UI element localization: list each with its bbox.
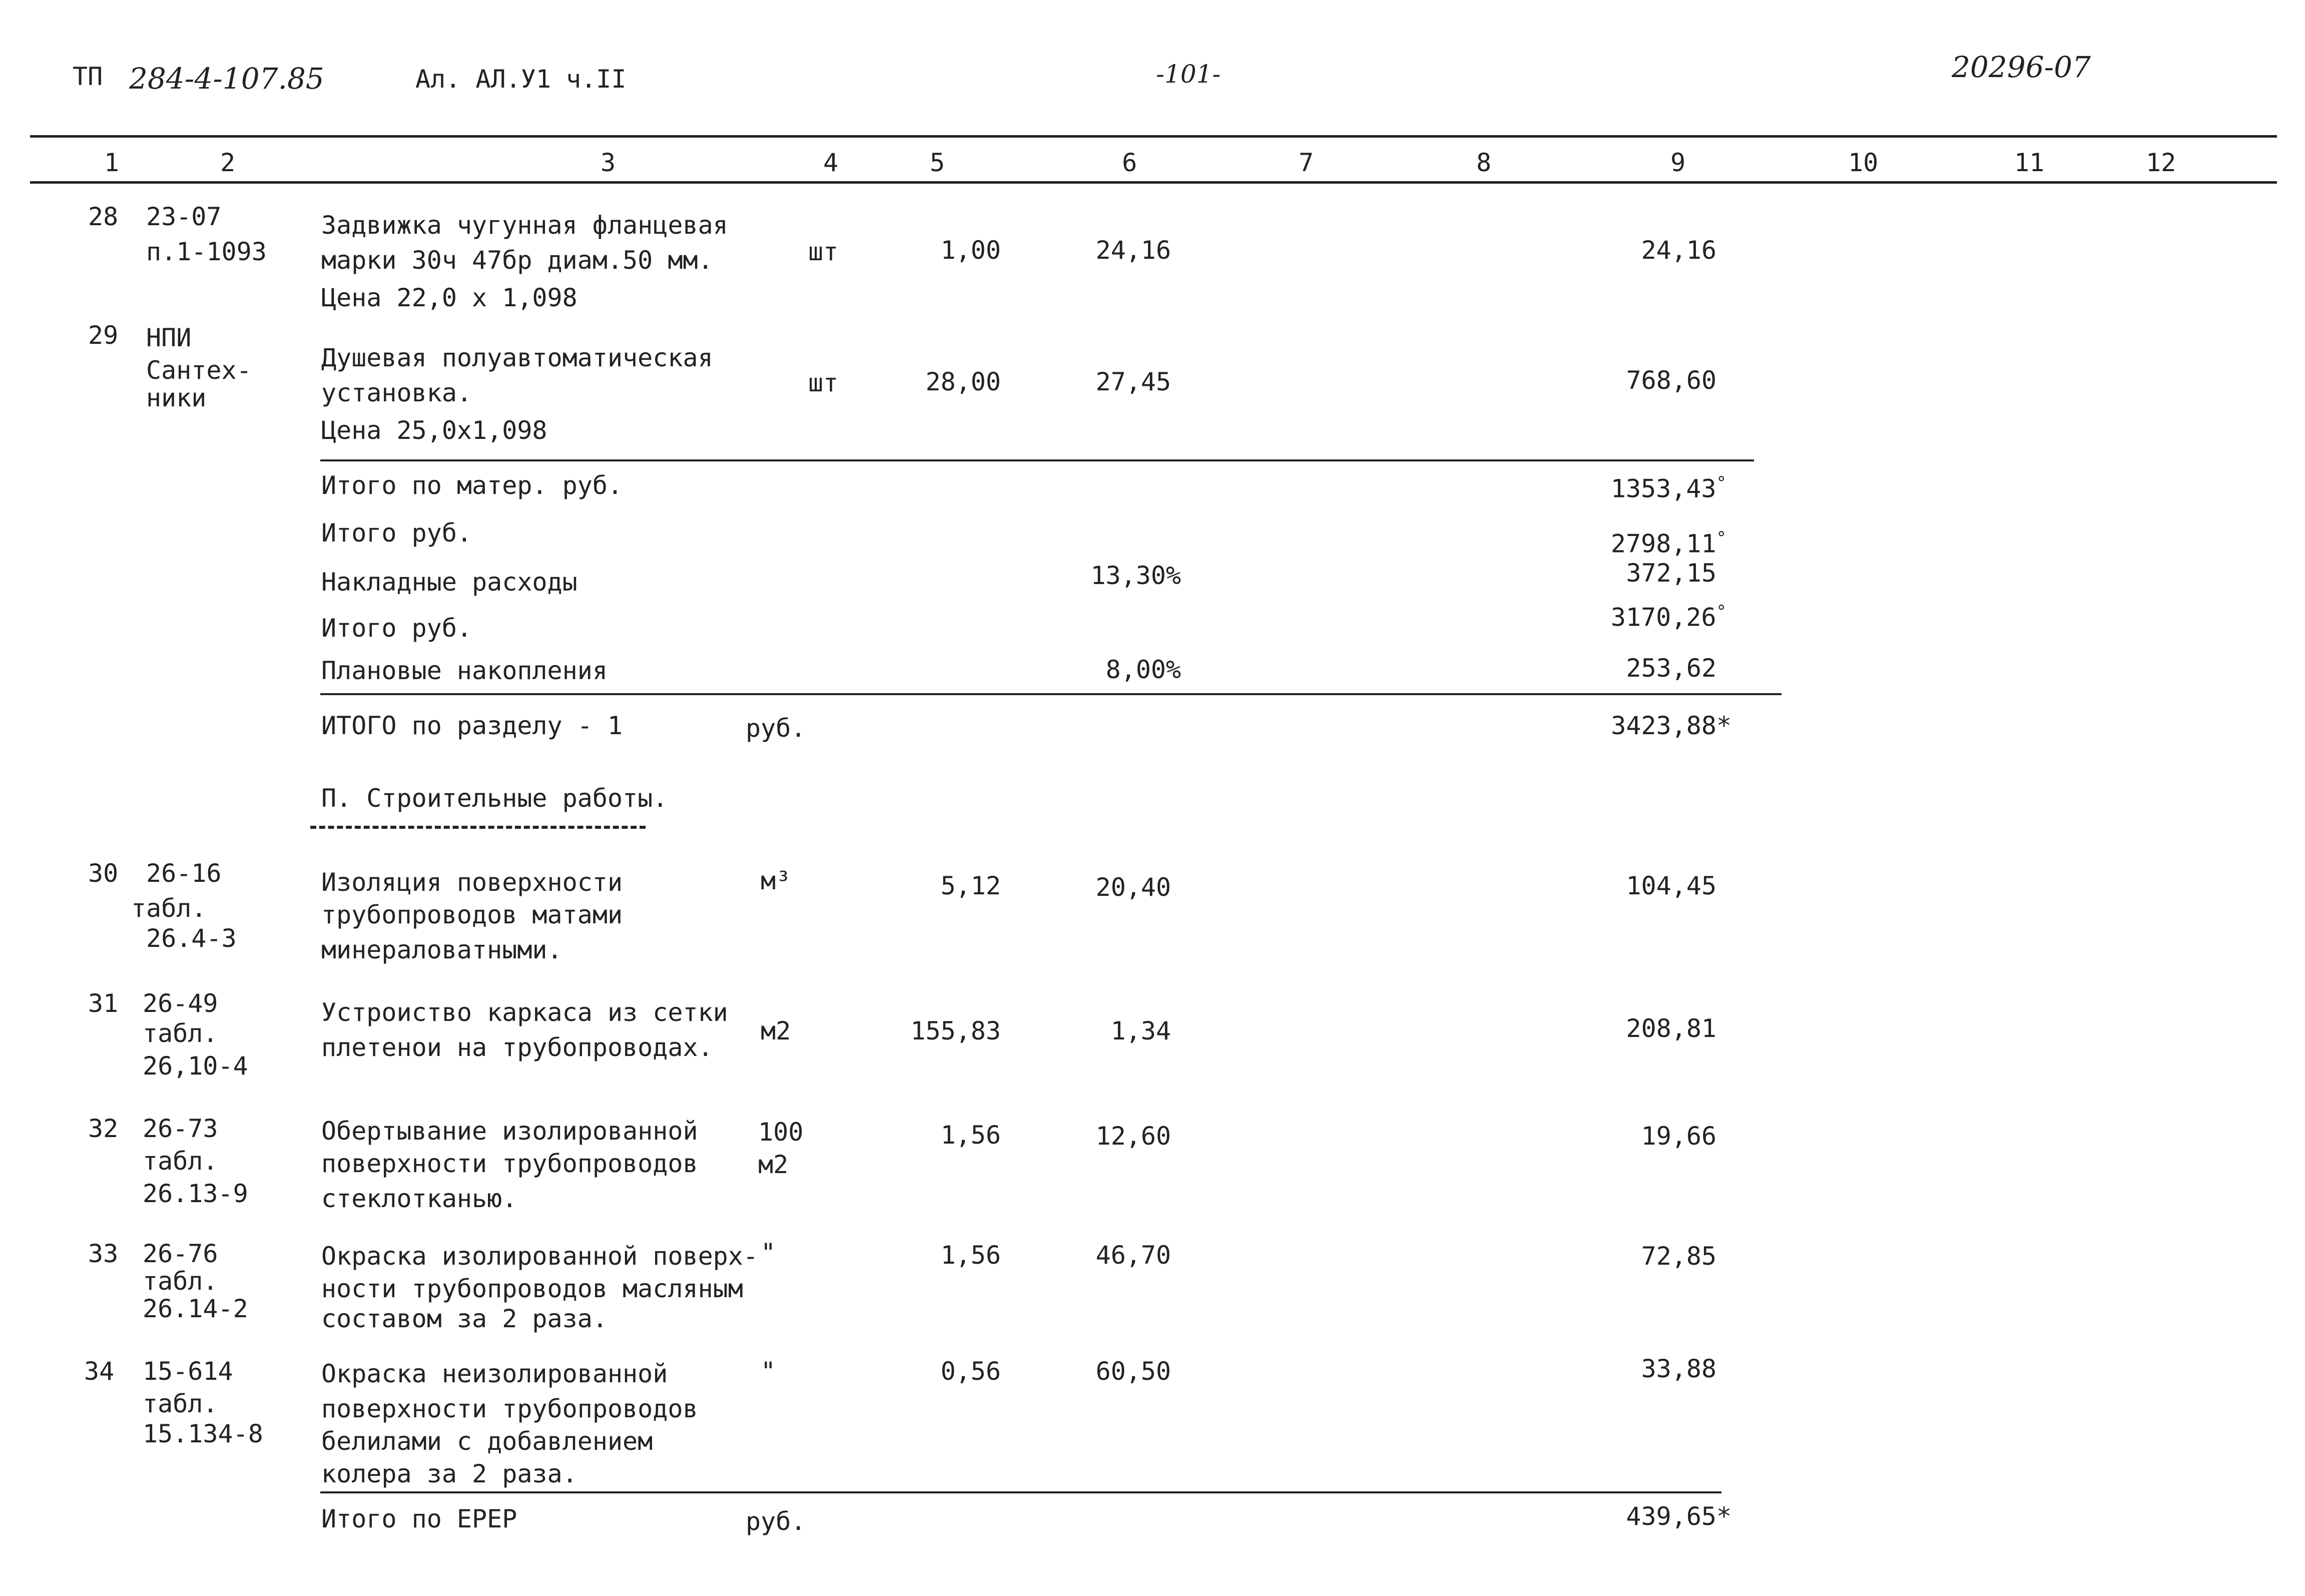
column-header: 9 [1670, 148, 1686, 177]
work-description: Цена 25,0х1,098 [321, 416, 547, 445]
norm-code: 26-73 [143, 1114, 218, 1143]
column-header: 7 [1299, 148, 1314, 177]
summary-label: Итого руб. [321, 518, 472, 548]
norm-code: 26,10-4 [143, 1051, 248, 1081]
row-number: 31 [88, 989, 119, 1018]
summary-value: 253,62 [1626, 654, 1716, 683]
unit: 100 м2 [758, 1118, 804, 1179]
work-description: Изоляция поверхности [321, 868, 623, 897]
row-number: 29 [88, 321, 119, 350]
row-total: 208,81 [1626, 1014, 1716, 1043]
tp-prefix: ТП [73, 62, 103, 91]
quantity: 1,56 [940, 1241, 1001, 1270]
norm-code: 15-614 [143, 1357, 233, 1386]
header-bottom-rule [30, 181, 2277, 184]
work-description: установка. [321, 378, 472, 407]
summary-amount: 3170,26 [1610, 603, 1716, 632]
work-description: составом за 2 раза. [321, 1304, 608, 1333]
circle-mark: ° [1716, 602, 1726, 622]
work-description: минераловатными. [321, 935, 562, 964]
quantity: 1,00 [940, 236, 1001, 265]
unit: м³ [761, 866, 791, 895]
norm-code: табл. [143, 1147, 218, 1176]
work-description: плетенои на трубопроводах. [321, 1033, 713, 1062]
eper-total-unit: руб. [746, 1507, 806, 1536]
norm-code: табл. [143, 1389, 218, 1418]
unit: м2 [761, 1016, 791, 1045]
planned-percent: 8,00% [1105, 655, 1181, 684]
quantity: 5,12 [940, 871, 1001, 900]
work-description: Устроиство каркаса из сетки [321, 998, 728, 1027]
summary-label: Накладные расходы [321, 568, 578, 597]
divider-rule [320, 1491, 1721, 1493]
summary-value [1591, 474, 1726, 501]
row-total: 104,45 [1626, 871, 1716, 900]
section-total-label: ИТОГО по разделу - 1 [321, 711, 623, 740]
summary-amount: 1353,43 [1610, 474, 1716, 503]
overhead-percent: 13,30% [1090, 561, 1181, 590]
unit-price: 1,34 [1110, 1016, 1171, 1045]
row-number: 32 [88, 1114, 119, 1143]
work-description: поверхности трубопроводов [321, 1394, 698, 1423]
quantity: 155,83 [910, 1016, 1001, 1045]
work-description: Обертывание изолированной [321, 1117, 698, 1146]
unit: " [761, 1238, 776, 1267]
norm-code: табл. [131, 894, 207, 923]
norm-code: табл. [143, 1267, 218, 1296]
unit: " [761, 1357, 776, 1386]
work-description: Окраска изолированной поверх- [321, 1242, 758, 1271]
unit-price: 46,70 [1095, 1241, 1171, 1270]
unit-price: 60,50 [1095, 1357, 1171, 1386]
unit-price: 24,16 [1095, 236, 1171, 265]
norm-code: НПИ [146, 323, 192, 352]
summary-amount: 2798,11 [1610, 529, 1716, 559]
work-description: стеклотканью. [321, 1184, 517, 1213]
column-header: 11 [2014, 148, 2045, 177]
norm-code: 15.134-8 [143, 1419, 263, 1448]
page-number: -101- [1156, 60, 1221, 89]
work-description: белилами с добавлением [321, 1427, 653, 1456]
summary-label: Итого руб. [321, 614, 472, 643]
norm-code: табл. [143, 1019, 218, 1048]
work-description: Задвижка чугунная фланцевая [321, 211, 728, 240]
summary-label: Плановые накопления [321, 656, 608, 685]
row-number: 33 [88, 1239, 119, 1268]
column-header: 4 [823, 148, 839, 177]
row-number: 30 [88, 859, 119, 888]
unit-price: 27,45 [1095, 367, 1171, 396]
eper-total-label: Итого по ЕРЕР [321, 1504, 517, 1533]
document-code: 284-4-107.85 [129, 62, 324, 96]
unit-price: 12,60 [1095, 1122, 1171, 1151]
norm-code: 26.13-9 [143, 1179, 248, 1208]
quantity: 0,56 [940, 1357, 1001, 1386]
row-number: 34 [84, 1357, 115, 1386]
quantity: 28,00 [925, 367, 1001, 396]
row-total: 33,88 [1641, 1354, 1716, 1383]
section-total-unit: руб. [746, 714, 806, 743]
row-total: 72,85 [1641, 1242, 1716, 1271]
work-description: Цена 22,0 х 1,098 [321, 283, 578, 312]
row-total: 768,60 [1626, 366, 1716, 395]
section-title: П. Строительные работы. [321, 784, 668, 813]
section-title-underline [310, 826, 646, 829]
header-top-rule [30, 135, 2277, 138]
work-description: марки 30ч 47бр диам.50 мм. [321, 246, 713, 275]
column-header: 1 [104, 148, 120, 177]
norm-code: 26-49 [143, 989, 218, 1018]
unit-price: 20,40 [1095, 873, 1171, 902]
column-header: 8 [1476, 148, 1492, 177]
circle-mark: ° [1716, 528, 1726, 548]
norm-code: 26.4-3 [146, 924, 237, 953]
summary-value: 372,15 [1626, 559, 1716, 588]
column-header: 5 [930, 148, 945, 177]
unit: шт [808, 368, 839, 397]
work-description: Душевая полуавтоматическая [321, 343, 713, 372]
circle-mark: ° [1716, 473, 1726, 493]
column-header: 2 [220, 148, 236, 177]
column-header: 6 [1122, 148, 1137, 177]
unit: шт [808, 237, 839, 266]
norm-code: п.1-1093 [146, 237, 267, 266]
row-total: 19,66 [1641, 1122, 1716, 1151]
row-total: 24,16 [1641, 236, 1716, 265]
summary-value [1591, 603, 1726, 630]
eper-total-value: 439,65* [1626, 1502, 1732, 1531]
divider-rule [320, 459, 1754, 461]
divider-rule [320, 693, 1782, 695]
column-header: 10 [1848, 148, 1879, 177]
norm-code: 26-16 [146, 859, 222, 888]
summary-value [1591, 529, 1726, 557]
norm-code: Сантех- [146, 356, 252, 385]
work-description: колера за 2 раза. [321, 1459, 578, 1488]
work-description: Окраска неизолированной [321, 1359, 668, 1388]
norm-code: 26-76 [143, 1239, 218, 1268]
column-header: 12 [2146, 148, 2176, 177]
row-number: 28 [88, 202, 119, 231]
work-description: поверхности трубопроводов [321, 1149, 698, 1178]
work-description: ности трубопроводов масляным [321, 1274, 743, 1303]
document-number: 20296-07 [1952, 50, 2091, 84]
summary-label: Итого по матер. руб. [321, 471, 623, 500]
section-total-value: 3423,88* [1611, 711, 1732, 740]
column-header: 3 [601, 148, 616, 177]
norm-code: ники [146, 383, 207, 412]
quantity: 1,56 [940, 1121, 1001, 1150]
norm-code: 26.14-2 [143, 1294, 248, 1323]
work-description: трубопроводов матами [321, 900, 623, 929]
norm-code: 23-07 [146, 202, 222, 231]
album-reference: Ал. АЛ.У1 ч.II [415, 65, 627, 94]
